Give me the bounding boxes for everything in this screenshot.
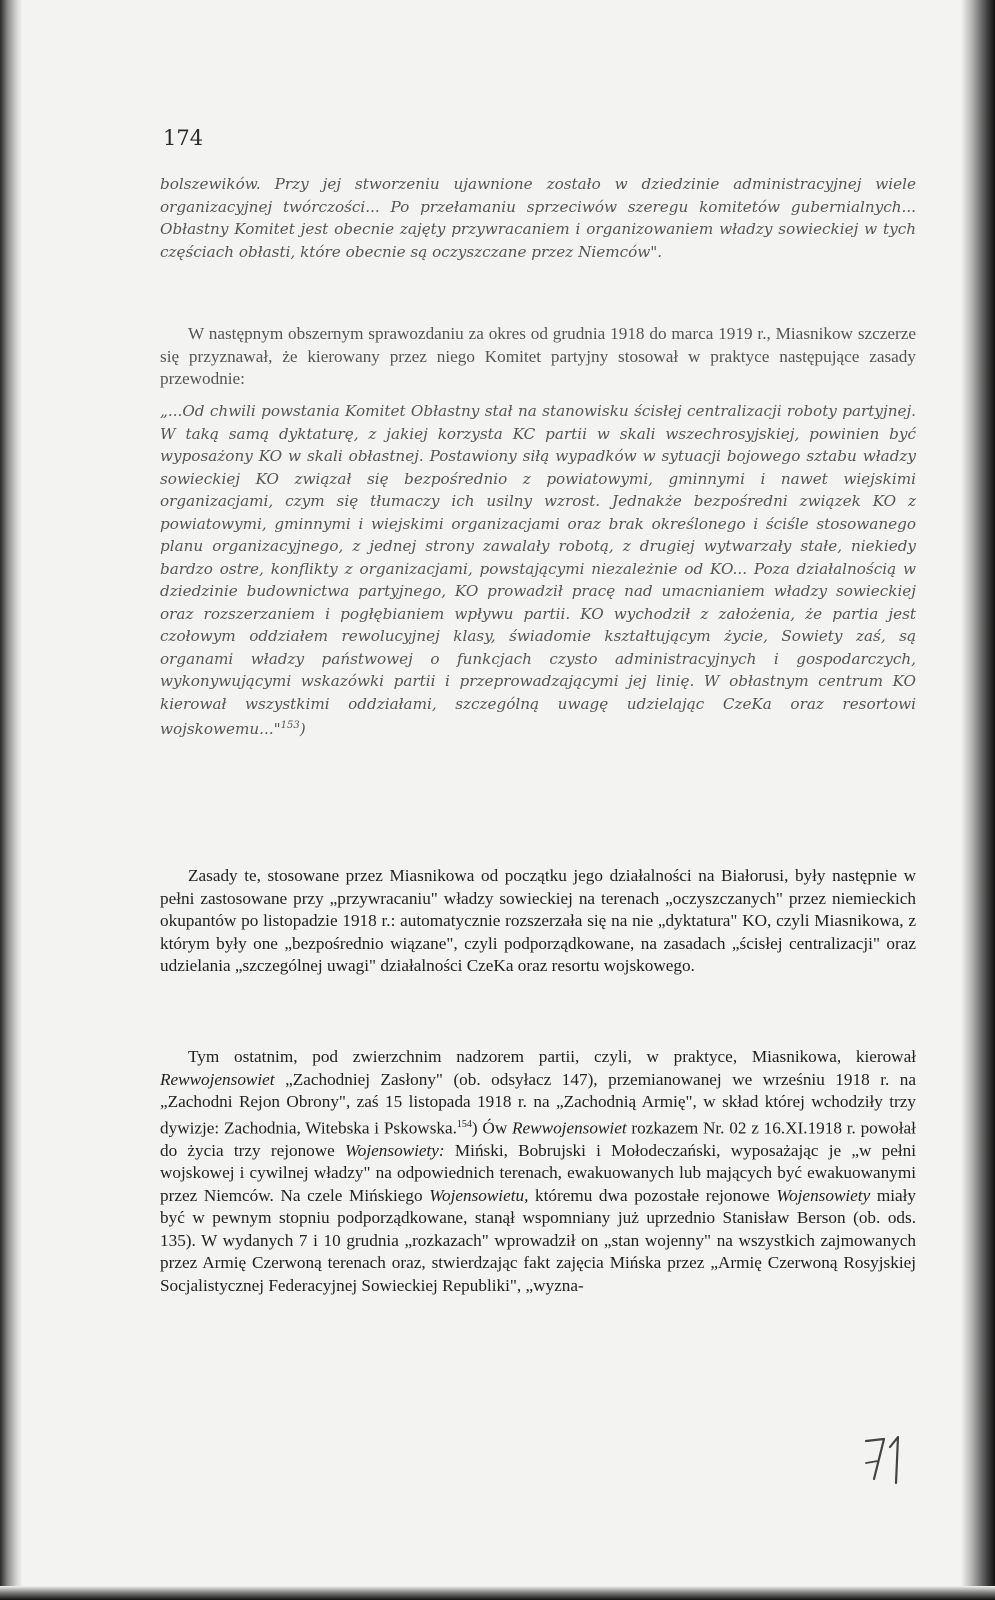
- para3-text-4: rozkazem Nr. 02 z 16.XI.1918 r. powołał do życia trzy rejonowe: [160, 1118, 916, 1160]
- para3-text-1: Tym ostatnim, pod zwierzchnim nadzorem partii, czyli, w praktyce, Miasnikowa, kierował: [188, 1047, 916, 1066]
- block-quote-close: ): [299, 720, 306, 739]
- para3-text-6: któremu dwa pozostałe rejonowe: [528, 1185, 777, 1205]
- para3-text-5: Miński, Bobrujski i Mołodeczański, wyposażając je „w pełni wojskowej i cywilnej władzy" na odpowiednich terenach, ewakuowanych lub mających być ewakuowanymi przez Niemców. Na czele Mińskiego: [160, 1140, 916, 1205]
- paragraph-principles: Zasady te, stosowane przez Miasnikowa od początku jego działalności na Białorusi, były następnie w pełni zastosowane przy „przywracaniu" władzy sowieckiej na terenach „oczyszczanych" przez niemieckich okupantów po listopadzie 1918 r.: automatycznie rozszerzała się na nie „dyktatura" KO, czyli Miasnikowa, z którym były one „bezpośrednio wiązane", czyli podporządkowane, na zasadach „ścisłej centralizacji" oraz udzielania „szczególnej uwagi" działalności CzeKa oraz resortu wojskowego.: [160, 866, 916, 975]
- footnote-ref-154: 154: [456, 1118, 472, 1130]
- para3-text-2: „Zachodniej Zasłony" (ob. odsyłacz 147), przemianowanej we wrześniu 1918 r. na „Zachodni Rejon Obrony", zaś 15 listopada 1918 r. na „Zachodnią Armię", w skład której wchodziły trzy dywizje: Zachodnia, Witebska i Pskowska.: [160, 1069, 916, 1138]
- para3-text-3: ) Ów: [471, 1118, 513, 1138]
- page-left-shadow: [0, 0, 22, 1600]
- para3-italic-5: Wojensowiety: [776, 1185, 871, 1205]
- para3-italic-4: Wojensowietu,: [429, 1185, 529, 1205]
- page-bottom-shadow: [0, 1586, 995, 1600]
- para3-italic-3: Wojensowiety:: [345, 1140, 445, 1160]
- block-quote-text: „...Od chwili powstania Komitet Obłastny stał na stanowisku ścisłej centralizacji roboty partyjnej. W taką samą dyktaturę, z jakiej korzysta KC partii w skali wszechrosyjskiej, powinien być wyposażony KO w skali obłastnej. Postawiony siłą wypadków w sytuacji bojowego sztabu władzy sowieckiej KO związał się bezpośrednio z powiatowymi, gminnymi i nawet wiejskimi organizacjami, czym się tłumaczy ich usilny wzrost. Jednakże bezpośredni związek KO z powiatowymi, gminnymi i wiejskimi organizacjami oraz brak określonego i ściśle stosowanego planu organizacyjnego, z jednej strony zawalały robotą, z drugiej wytwarzały stałe, niekiedy bardzo ostre, konflikty z organizacjami, powstającymi niezależnie od KO... Poza działalnością w dziedzinie budownictwa partyjnego, KO prowadził pracę nad umacnianiem władzy sowieckiej oraz rozszerzaniem i pogłębianiem wpływu partii. KO wychodził z założenia, że partia jest czołowym oddziałem rewolucyjnej klasy, świadomie kształtującym życie, Sowiety zaś, są organami władzy państwowej o funkcjach czysto administracyjnych i gospodarczych, wykonywującymi wskazówki partii i przeprowadzającymi jej linię. W obłastnym centrum KO kierował wszystkimi oddziałami, szczególną uwagę udzielając CzeKa oraz resortowi wojskowemu...": [160, 402, 916, 739]
- handwritten-page-marker: [862, 1433, 908, 1487]
- para3-italic-1: Rewwojensowiet: [160, 1069, 275, 1089]
- para3-italic-2: Rewwojensowiet: [512, 1118, 627, 1138]
- footnote-ref-153: 153: [280, 720, 300, 731]
- paragraph-rewwojensowiet: [160, 1046, 916, 1297]
- para3-text-7: miały być w pewnym stopniu podporządkowane, stanął wspomniany już uprzednio Stanisław Berson (ob. ods. 135). W wydanych 7 i 10 grudnia „rozkazach" wprowadził on „stan wojenny" na wszystkich zajmowanych przez Armię Czerwoną terenach oraz, stwierdzając fakt zajęcia Mińska przez „Armię Czerwoną Rosyjskiej Socjalistycznej Federacyjnej Sowieckiej Republiki", „wyzna-: [160, 1185, 916, 1295]
- page-number: 174: [163, 126, 204, 150]
- page-right-shadow: [961, 0, 995, 1600]
- quote-continuation: bolszewików. Przy jej stworzeniu ujawnione zostało w dziedzinie administracyjnej wiele organizacyjnej twórczości... Po przełamaniu sprzeciwów szeregu komitetów gubernialnych... Obłastny Komitet jest obecnie zajęty przywracaniem i organizowaniem władzy sowieckiej w tych częściach obłasti, które obecnie są oczyszczane przez Niemców".: [160, 175, 916, 261]
- paragraph-intro: W następnym obszernym sprawozdaniu za okres od grudnia 1918 do marca 1919 r., Miasnikow szczerze się przyznawał, że kierowany przez niego Komitet partyjny stosował w praktyce następujące zasady przewodnie:: [160, 324, 916, 388]
- block-quote: [160, 400, 916, 741]
